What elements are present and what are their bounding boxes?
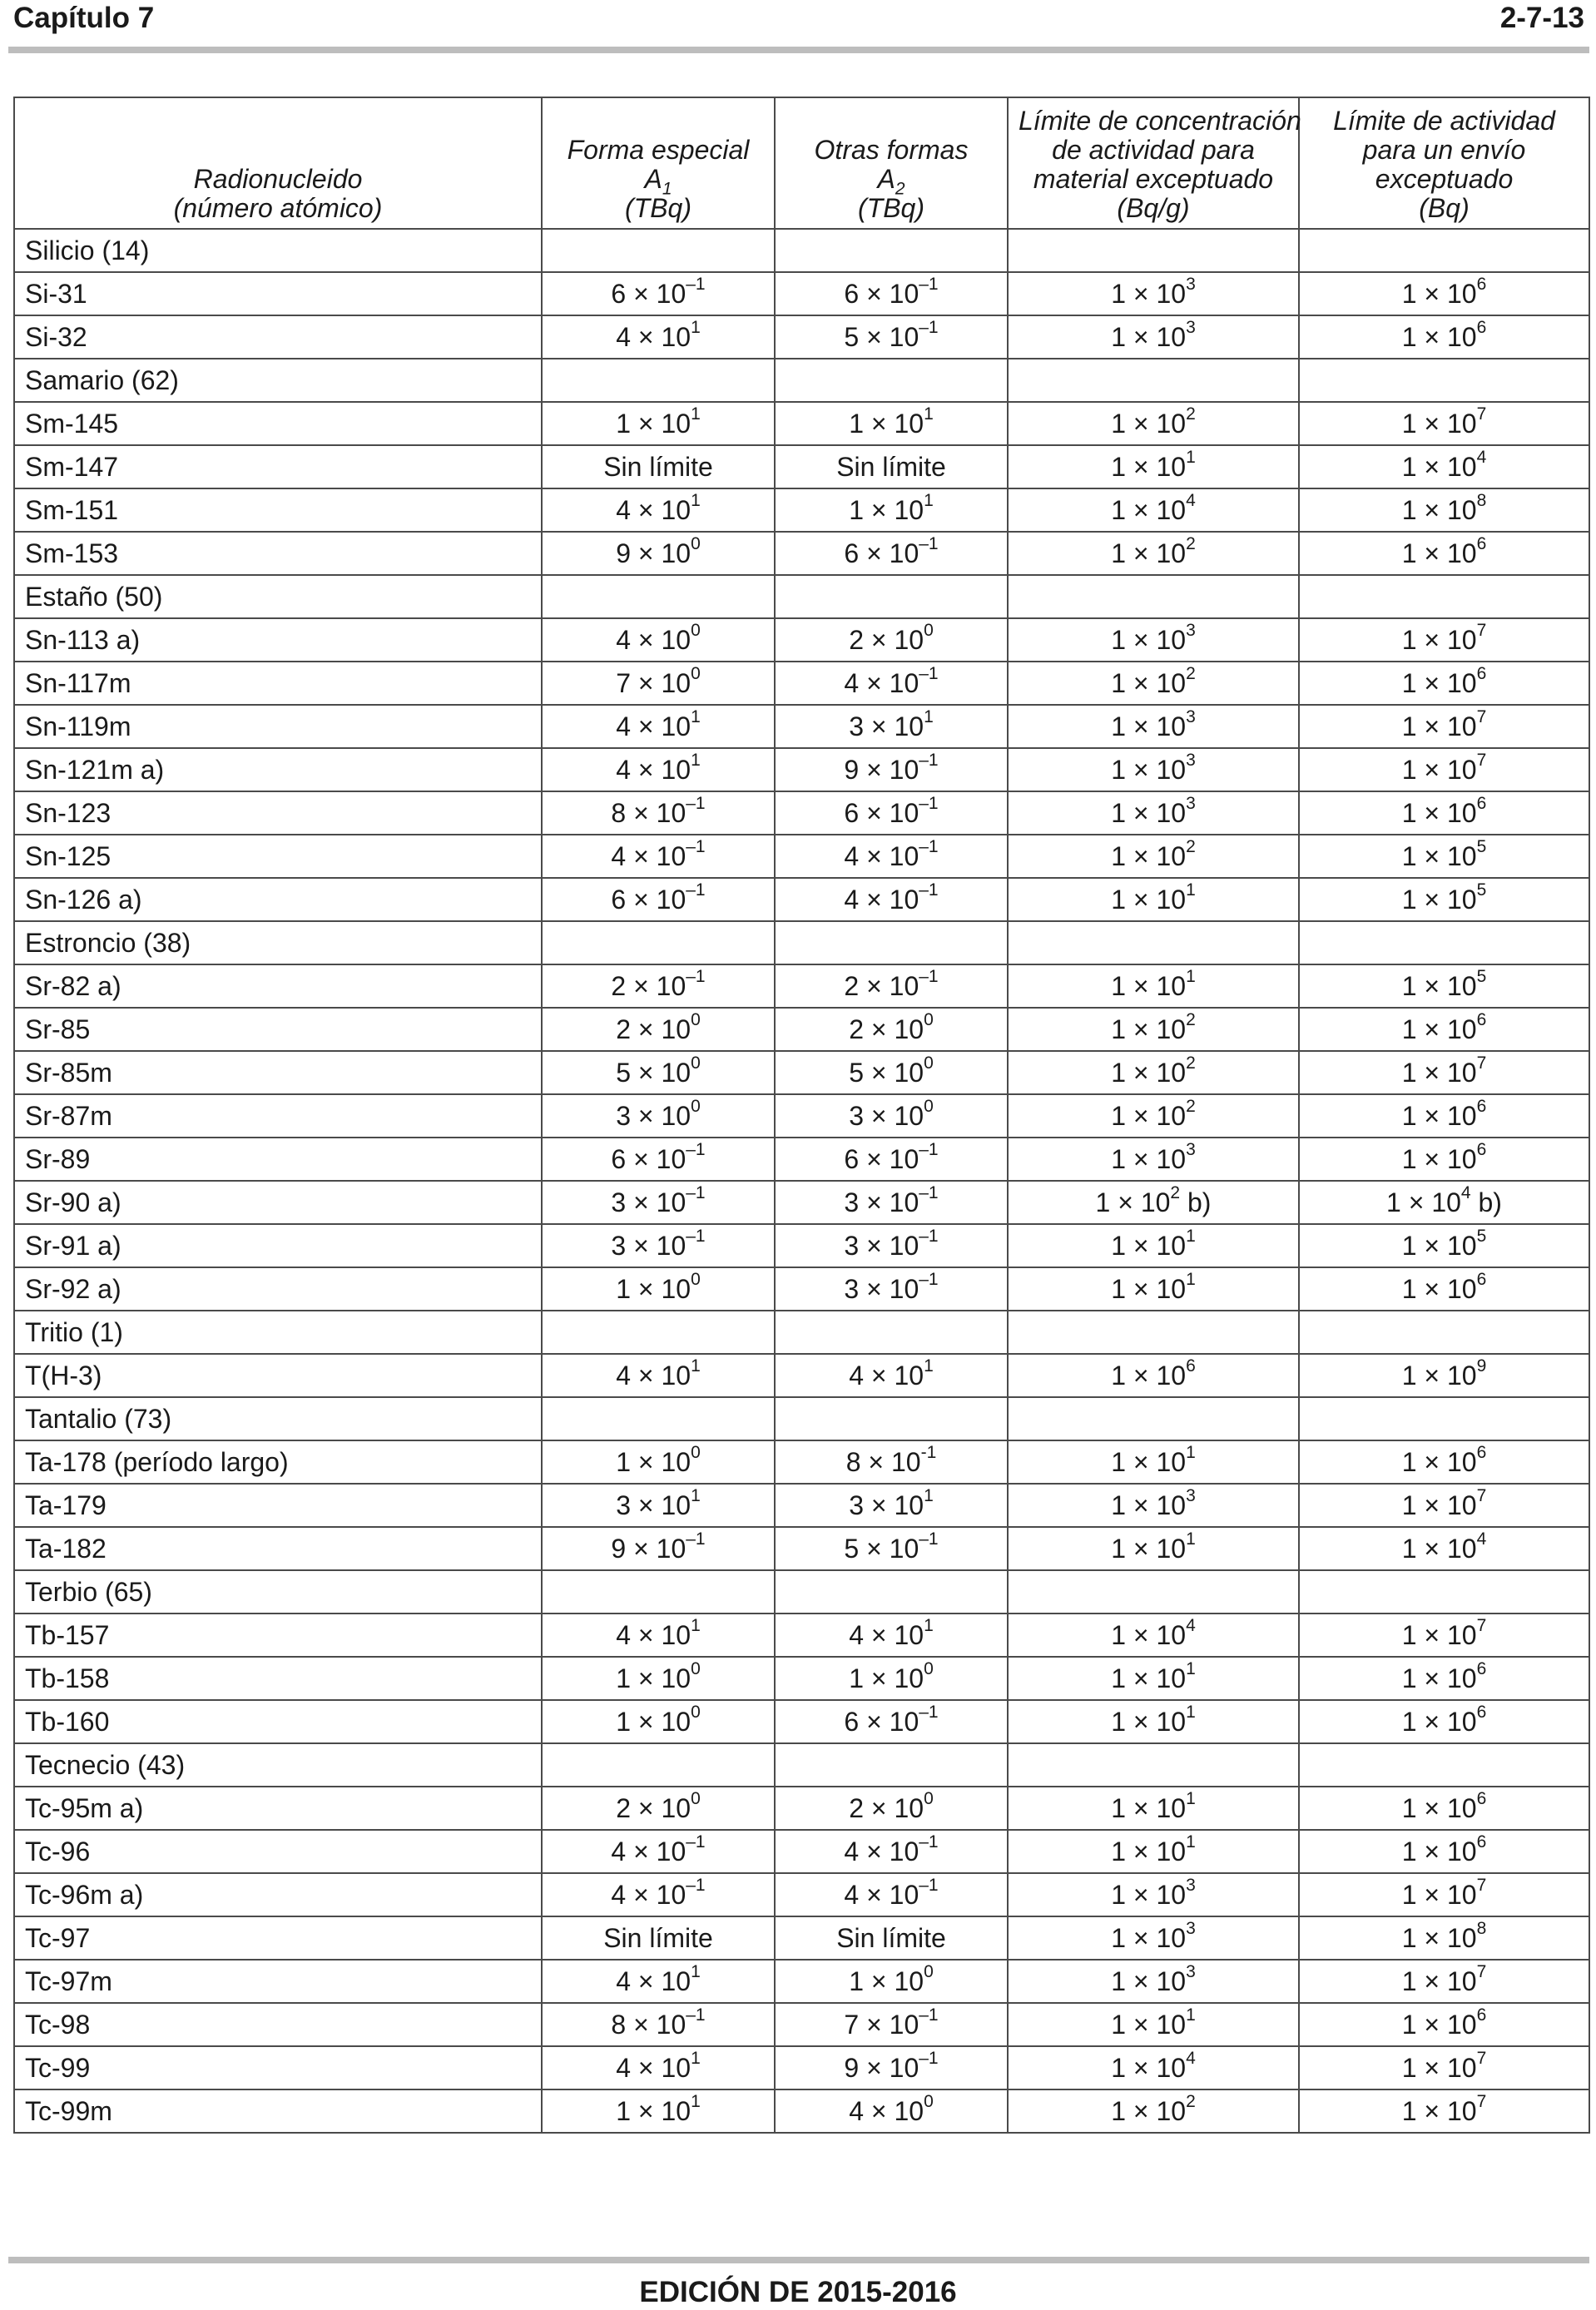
nuclide-name: Sr-85 <box>14 1008 542 1051</box>
table-row <box>14 2003 1589 2046</box>
consignment-limit-value: $1 \times 10^6$ <box>1299 1094 1589 1138</box>
a2-value: $4 \times 10^{-1}$ <box>775 662 1008 705</box>
consignment-limit-value: $1 \times 10^5$ <box>1299 878 1589 921</box>
a1-value: $4 \times 10^0$ <box>542 618 775 662</box>
concentration-limit-value: $1 \times 10^4$ <box>1008 488 1299 532</box>
empty-cell <box>1299 921 1589 964</box>
a2-value: $4 \times 10^1$ <box>775 1614 1008 1657</box>
a1-value: $4 \times 10^{-1}$ <box>542 835 775 878</box>
header-radionuclide <box>14 97 542 229</box>
nuclide-name: Tc-98 <box>14 2003 542 2046</box>
consignment-limit-value: $1 \times 10^4$ <box>1299 1527 1589 1570</box>
a1-value: $6 \times 10^{-1}$ <box>542 272 775 315</box>
empty-cell <box>542 575 775 618</box>
concentration-limit-value: $1 \times 10^1$ <box>1008 1787 1299 1830</box>
table-row <box>14 445 1589 488</box>
header-line: material exceptuado <box>1033 164 1274 194</box>
a2-value: $3 \times 10^{-1}$ <box>775 1224 1008 1267</box>
concentration-limit-value: $1 \times 10^2$ <box>1008 1008 1299 1051</box>
element-group-label: Tecnecio (43) <box>14 1743 542 1787</box>
concentration-limit-value: $1 \times 10^3$ <box>1008 1138 1299 1181</box>
header-line: $A_1$ <box>644 164 672 199</box>
table-row <box>14 532 1589 575</box>
radionuclide-table <box>13 97 1590 2134</box>
a1-value: $4 \times 10^1$ <box>542 2046 775 2089</box>
nuclide-name: Ta-182 <box>14 1527 542 1570</box>
table-row <box>14 1916 1589 1960</box>
table-header-row <box>14 97 1589 229</box>
nuclide-name: Tc-96m a) <box>14 1873 542 1916</box>
empty-cell <box>1299 359 1589 402</box>
header-line: (número atómico) <box>173 193 383 223</box>
concentration-limit-value: $1 \times 10^1$ <box>1008 1224 1299 1267</box>
table-row <box>14 272 1589 315</box>
a2-value: $4 \times 10^{-1}$ <box>775 1873 1008 1916</box>
consignment-limit-value: $1 \times 10^9$ <box>1299 1354 1589 1397</box>
consignment-limit-value: $1 \times 10^6$ <box>1299 532 1589 575</box>
consignment-limit-value: $1 \times 10^5$ <box>1299 1224 1589 1267</box>
a1-value: $1 \times 10^0$ <box>542 1440 775 1484</box>
nuclide-name: Tc-99m <box>14 2089 542 2133</box>
header-line: Límite de concentración <box>1019 106 1301 136</box>
a2-value: $2 \times 10^0$ <box>775 1787 1008 1830</box>
table-row <box>14 1181 1589 1224</box>
empty-cell <box>542 921 775 964</box>
nuclide-name: Tb-157 <box>14 1614 542 1657</box>
nuclide-name: Sm-151 <box>14 488 542 532</box>
a1-value: $4 \times 10^1$ <box>542 1960 775 2003</box>
table-row <box>14 1440 1589 1484</box>
concentration-limit-value: $1 \times 10^2$ <box>1008 532 1299 575</box>
concentration-limit-value: $1 \times 10^1$ <box>1008 1527 1299 1570</box>
a2-value: $8 \times 10^{-1}$ <box>775 1440 1008 1484</box>
consignment-limit-value: $1 \times 10^7$ <box>1299 1051 1589 1094</box>
nuclide-name: Sn-126 a) <box>14 878 542 921</box>
a2-value: $4 \times 10^{-1}$ <box>775 1830 1008 1873</box>
a1-value: $9 \times 10^{-1}$ <box>542 1527 775 1570</box>
consignment-limit-value: $1 \times 10^7$ <box>1299 402 1589 445</box>
a1-value: $8 \times 10^{-1}$ <box>542 2003 775 2046</box>
header-line: $A_2$ <box>877 164 905 199</box>
concentration-limit-value: $1 \times 10^3$ <box>1008 1916 1299 1960</box>
nuclide-name: Sr-82 a) <box>14 964 542 1008</box>
nuclide-name: Sr-90 a) <box>14 1181 542 1224</box>
a1-value: $4 \times 10^1$ <box>542 1354 775 1397</box>
table-row <box>14 2046 1589 2089</box>
table-row <box>14 835 1589 878</box>
nuclide-name: Si-31 <box>14 272 542 315</box>
footer-divider <box>8 2257 1589 2263</box>
empty-cell <box>542 229 775 272</box>
consignment-limit-value: $1 \times 10^5$ <box>1299 835 1589 878</box>
element-group-label: Tantalio (73) <box>14 1397 542 1440</box>
a2-value: $3 \times 10^{-1}$ <box>775 1181 1008 1224</box>
empty-cell <box>775 575 1008 618</box>
group-row <box>14 229 1589 272</box>
empty-cell <box>542 1397 775 1440</box>
a2-value: $7 \times 10^{-1}$ <box>775 2003 1008 2046</box>
consignment-limit-value: $1 \times 10^7$ <box>1299 1873 1589 1916</box>
table-row <box>14 618 1589 662</box>
element-group-label: Terbio (65) <box>14 1570 542 1614</box>
header-line: Límite de actividad <box>1333 106 1555 136</box>
empty-cell <box>1299 575 1589 618</box>
empty-cell <box>1008 1570 1299 1614</box>
a1-value: $1 \times 10^1$ <box>542 2089 775 2133</box>
table-row <box>14 1267 1589 1311</box>
table-row <box>14 1960 1589 2003</box>
header-consignment-limit <box>1299 97 1589 229</box>
a2-value: $4 \times 10^{-1}$ <box>775 878 1008 921</box>
edition-footer: EDICIÓN DE 2015-2016 <box>639 2276 957 2308</box>
nuclide-name: Sm-147 <box>14 445 542 488</box>
consignment-limit-value: $1 \times 10^7$ <box>1299 2046 1589 2089</box>
empty-cell <box>542 1743 775 1787</box>
header-line: para un envío <box>1362 135 1526 165</box>
table-row <box>14 1830 1589 1873</box>
table-row <box>14 488 1589 532</box>
nuclide-name: Sr-89 <box>14 1138 542 1181</box>
a2-value: $5 \times 10^{-1}$ <box>775 1527 1008 1570</box>
a1-value: $7 \times 10^0$ <box>542 662 775 705</box>
a2-value: $3 \times 10^0$ <box>775 1094 1008 1138</box>
nuclide-name: Sr-92 a) <box>14 1267 542 1311</box>
concentration-limit-value: $1 \times 10^2$ <box>1008 662 1299 705</box>
consignment-limit-value: $1 \times 10^6$ <box>1299 1830 1589 1873</box>
a2-value: Sin límite <box>775 1916 1008 1960</box>
table-row <box>14 964 1589 1008</box>
a1-value: $8 \times 10^{-1}$ <box>542 791 775 835</box>
concentration-limit-value: $1 \times 10^4$ <box>1008 2046 1299 2089</box>
empty-cell <box>775 1311 1008 1354</box>
empty-cell <box>542 1311 775 1354</box>
consignment-limit-value: $1 \times 10^7$ <box>1299 618 1589 662</box>
nuclide-name: Sm-153 <box>14 532 542 575</box>
concentration-limit-value: $1 \times 10^3$ <box>1008 315 1299 359</box>
page-number: 2-7-13 <box>1499 2 1584 34</box>
header-other-forms-a2 <box>775 97 1008 229</box>
concentration-limit-value: $1 \times 10^2$ <box>1008 2089 1299 2133</box>
concentration-limit-value: $1 \times 10^3$ <box>1008 791 1299 835</box>
empty-cell <box>1008 1743 1299 1787</box>
table-row <box>14 1224 1589 1267</box>
table-row <box>14 402 1589 445</box>
a1-value: $4 \times 10^{-1}$ <box>542 1830 775 1873</box>
table-row <box>14 748 1589 791</box>
a2-value: Sin límite <box>775 445 1008 488</box>
a1-value: $6 \times 10^{-1}$ <box>542 1138 775 1181</box>
a1-value: $1 \times 10^0$ <box>542 1700 775 1743</box>
a2-value: $2 \times 10^0$ <box>775 1008 1008 1051</box>
a2-value: $9 \times 10^{-1}$ <box>775 748 1008 791</box>
table-row <box>14 662 1589 705</box>
empty-cell <box>1299 1570 1589 1614</box>
concentration-limit-value: $1 \times 10^6$ <box>1008 1354 1299 1397</box>
a2-value: $6 \times 10^{-1}$ <box>775 1700 1008 1743</box>
empty-cell <box>775 1743 1008 1787</box>
concentration-limit-value: $1 \times 10^1$ <box>1008 964 1299 1008</box>
consignment-limit-value: $1 \times 10^6$ <box>1299 662 1589 705</box>
consignment-limit-value: $1 \times 10^7$ <box>1299 2089 1589 2133</box>
concentration-limit-value: $1 \times 10^4$ <box>1008 1614 1299 1657</box>
nuclide-name: Sn-125 <box>14 835 542 878</box>
a2-value: $6 \times 10^{-1}$ <box>775 791 1008 835</box>
table-row <box>14 1614 1589 1657</box>
nuclide-name: Sr-85m <box>14 1051 542 1094</box>
consignment-limit-value: $1 \times 10^8$ <box>1299 488 1589 532</box>
a1-value: $9 \times 10^0$ <box>542 532 775 575</box>
table-row <box>14 1873 1589 1916</box>
a1-value: $6 \times 10^{-1}$ <box>542 878 775 921</box>
consignment-limit-value: $1 \times 10^7$ <box>1299 1960 1589 2003</box>
table-row <box>14 1787 1589 1830</box>
a1-value: Sin límite <box>542 445 775 488</box>
nuclide-name: Sm-145 <box>14 402 542 445</box>
a1-value: $1 \times 10^1$ <box>542 402 775 445</box>
concentration-limit-value: $1 \times 10^3$ <box>1008 748 1299 791</box>
consignment-limit-value: $1 \times 10^6$ <box>1299 1138 1589 1181</box>
empty-cell <box>1008 575 1299 618</box>
consignment-limit-value: $1 \times 10^6$ <box>1299 315 1589 359</box>
page-header <box>0 0 1596 33</box>
empty-cell <box>775 359 1008 402</box>
concentration-limit-value: $1 \times 10^2$ <box>1008 1051 1299 1094</box>
concentration-limit-value: $1 \times 10^2$ <box>1008 1094 1299 1138</box>
empty-cell <box>775 229 1008 272</box>
a1-value: $1 \times 10^0$ <box>542 1267 775 1311</box>
table-row <box>14 1484 1589 1527</box>
chapter-title: Capítulo 7 <box>13 2 155 34</box>
concentration-limit-value: $1 \times 10^1$ <box>1008 1830 1299 1873</box>
concentration-limit-value: $1 \times 10^1$ <box>1008 878 1299 921</box>
concentration-limit-value: $1 \times 10^2$ <box>1008 402 1299 445</box>
concentration-limit-value: $1 \times 10^2$ b) <box>1008 1181 1299 1224</box>
concentration-limit-value: $1 \times 10^3$ <box>1008 1960 1299 2003</box>
consignment-limit-value: $1 \times 10^6$ <box>1299 1700 1589 1743</box>
header-line: (TBq) <box>858 193 924 223</box>
header-line: (TBq) <box>625 193 691 223</box>
nuclide-name: Tc-97 <box>14 1916 542 1960</box>
group-row <box>14 1397 1589 1440</box>
group-row <box>14 1570 1589 1614</box>
consignment-limit-value: $1 \times 10^6$ <box>1299 1657 1589 1700</box>
nuclide-name: Ta-179 <box>14 1484 542 1527</box>
a2-value: $3 \times 10^1$ <box>775 1484 1008 1527</box>
nuclide-name: Sn-123 <box>14 791 542 835</box>
a1-value: $4 \times 10^1$ <box>542 748 775 791</box>
table-row <box>14 878 1589 921</box>
header-line: Otras formas <box>814 135 969 165</box>
concentration-limit-value: $1 \times 10^3$ <box>1008 1484 1299 1527</box>
concentration-limit-value: $1 \times 10^1$ <box>1008 1700 1299 1743</box>
a2-value: $6 \times 10^{-1}$ <box>775 532 1008 575</box>
table-row <box>14 2089 1589 2133</box>
a2-value: $4 \times 10^1$ <box>775 1354 1008 1397</box>
a1-value: $4 \times 10^1$ <box>542 315 775 359</box>
a1-value: $3 \times 10^{-1}$ <box>542 1181 775 1224</box>
nuclide-name: Sn-113 a) <box>14 618 542 662</box>
a1-value: $3 \times 10^{-1}$ <box>542 1224 775 1267</box>
table-row <box>14 1700 1589 1743</box>
header-line: (Bq) <box>1419 193 1470 223</box>
empty-cell <box>542 359 775 402</box>
a2-value: $1 \times 10^0$ <box>775 1657 1008 1700</box>
nuclide-name: T(H-3) <box>14 1354 542 1397</box>
consignment-limit-value: $1 \times 10^6$ <box>1299 1008 1589 1051</box>
empty-cell <box>1008 921 1299 964</box>
empty-cell <box>1299 229 1589 272</box>
consignment-limit-value: $1 \times 10^6$ <box>1299 272 1589 315</box>
header-line: Radionucleido <box>193 164 363 194</box>
a2-value: $1 \times 10^1$ <box>775 488 1008 532</box>
concentration-limit-value: $1 \times 10^1$ <box>1008 445 1299 488</box>
a2-value: $1 \times 10^0$ <box>775 1960 1008 2003</box>
table-row <box>14 1657 1589 1700</box>
table-row <box>14 315 1589 359</box>
a2-value: $3 \times 10^{-1}$ <box>775 1267 1008 1311</box>
table-row <box>14 705 1589 748</box>
group-row <box>14 359 1589 402</box>
nuclide-name: Si-32 <box>14 315 542 359</box>
concentration-limit-value: $1 \times 10^1$ <box>1008 2003 1299 2046</box>
consignment-limit-value: $1 \times 10^7$ <box>1299 1484 1589 1527</box>
table-row <box>14 1051 1589 1094</box>
empty-cell <box>542 1570 775 1614</box>
empty-cell <box>1299 1397 1589 1440</box>
a1-value: $2 \times 10^{-1}$ <box>542 964 775 1008</box>
concentration-limit-value: $1 \times 10^1$ <box>1008 1657 1299 1700</box>
nuclide-name: Tb-160 <box>14 1700 542 1743</box>
consignment-limit-value: $1 \times 10^6$ <box>1299 2003 1589 2046</box>
nuclide-name: Tc-99 <box>14 2046 542 2089</box>
empty-cell <box>1008 1397 1299 1440</box>
consignment-limit-value: $1 \times 10^8$ <box>1299 1916 1589 1960</box>
a2-value: $9 \times 10^{-1}$ <box>775 2046 1008 2089</box>
a2-value: $5 \times 10^0$ <box>775 1051 1008 1094</box>
concentration-limit-value: $1 \times 10^1$ <box>1008 1440 1299 1484</box>
table-row <box>14 1527 1589 1570</box>
consignment-limit-value: $1 \times 10^6$ <box>1299 1440 1589 1484</box>
table-row <box>14 1008 1589 1051</box>
a2-value: $4 \times 10^0$ <box>775 2089 1008 2133</box>
a1-value: Sin límite <box>542 1916 775 1960</box>
concentration-limit-value: $1 \times 10^3$ <box>1008 618 1299 662</box>
nuclide-name: Tc-96 <box>14 1830 542 1873</box>
a2-value: $5 \times 10^{-1}$ <box>775 315 1008 359</box>
concentration-limit-value: $1 \times 10^3$ <box>1008 272 1299 315</box>
concentration-limit-value: $1 \times 10^3$ <box>1008 1873 1299 1916</box>
a2-value: $1 \times 10^1$ <box>775 402 1008 445</box>
header-divider <box>8 47 1589 53</box>
a1-value: $4 \times 10^1$ <box>542 488 775 532</box>
consignment-limit-value: $1 \times 10^7$ <box>1299 1614 1589 1657</box>
header-line: (Bq/g) <box>1117 193 1190 223</box>
table-row <box>14 1094 1589 1138</box>
a2-value: $2 \times 10^0$ <box>775 618 1008 662</box>
nuclide-name: Sr-91 a) <box>14 1224 542 1267</box>
nuclide-name: Tb-158 <box>14 1657 542 1700</box>
nuclide-name: Tc-97m <box>14 1960 542 2003</box>
consignment-limit-value: $1 \times 10^6$ <box>1299 791 1589 835</box>
consignment-limit-value: $1 \times 10^5$ <box>1299 964 1589 1008</box>
header-concentration-limit <box>1008 97 1299 229</box>
a2-value: $4 \times 10^{-1}$ <box>775 835 1008 878</box>
a1-value: $2 \times 10^0$ <box>542 1008 775 1051</box>
table-row <box>14 791 1589 835</box>
group-row <box>14 921 1589 964</box>
element-group-label: Estroncio (38) <box>14 921 542 964</box>
nuclide-name: Sn-121m a) <box>14 748 542 791</box>
empty-cell <box>1299 1311 1589 1354</box>
consignment-limit-value: $1 \times 10^7$ <box>1299 705 1589 748</box>
empty-cell <box>1008 229 1299 272</box>
a1-value: $3 \times 10^1$ <box>542 1484 775 1527</box>
consignment-limit-value: $1 \times 10^4$ <box>1299 445 1589 488</box>
nuclide-name: Sn-119m <box>14 705 542 748</box>
table-row <box>14 1354 1589 1397</box>
empty-cell <box>1299 1743 1589 1787</box>
header-line: Forma especial <box>567 135 750 165</box>
element-group-label: Silicio (14) <box>14 229 542 272</box>
consignment-limit-value: $1 \times 10^6$ <box>1299 1267 1589 1311</box>
consignment-limit-value: $1 \times 10^4$ b) <box>1299 1181 1589 1224</box>
concentration-limit-value: $1 \times 10^2$ <box>1008 835 1299 878</box>
nuclide-name: Ta-178 (período largo) <box>14 1440 542 1484</box>
nuclide-name: Tc-95m a) <box>14 1787 542 1830</box>
nuclide-name: Sn-117m <box>14 662 542 705</box>
table-row <box>14 1138 1589 1181</box>
header-special-form-a1 <box>542 97 775 229</box>
group-row <box>14 1743 1589 1787</box>
table-body <box>14 229 1589 2133</box>
header-line: exceptuado <box>1375 164 1514 194</box>
a2-value: $6 \times 10^{-1}$ <box>775 272 1008 315</box>
a1-value: $3 \times 10^0$ <box>542 1094 775 1138</box>
a2-value: $2 \times 10^{-1}$ <box>775 964 1008 1008</box>
a1-value: $4 \times 10^1$ <box>542 705 775 748</box>
a2-value: $6 \times 10^{-1}$ <box>775 1138 1008 1181</box>
a1-value: $2 \times 10^0$ <box>542 1787 775 1830</box>
element-group-label: Tritio (1) <box>14 1311 542 1354</box>
element-group-label: Estaño (50) <box>14 575 542 618</box>
a1-value: $4 \times 10^1$ <box>542 1614 775 1657</box>
a1-value: $1 \times 10^0$ <box>542 1657 775 1700</box>
element-group-label: Samario (62) <box>14 359 542 402</box>
group-row <box>14 575 1589 618</box>
a1-value: $4 \times 10^{-1}$ <box>542 1873 775 1916</box>
empty-cell <box>1008 359 1299 402</box>
empty-cell <box>775 1570 1008 1614</box>
header-line: de actividad para <box>1052 135 1255 165</box>
empty-cell <box>775 921 1008 964</box>
empty-cell <box>775 1397 1008 1440</box>
group-row <box>14 1311 1589 1354</box>
nuclide-name: Sr-87m <box>14 1094 542 1138</box>
concentration-limit-value: $1 \times 10^1$ <box>1008 1267 1299 1311</box>
concentration-limit-value: $1 \times 10^3$ <box>1008 705 1299 748</box>
a2-value: $3 \times 10^1$ <box>775 705 1008 748</box>
empty-cell <box>1008 1311 1299 1354</box>
consignment-limit-value: $1 \times 10^6$ <box>1299 1787 1589 1830</box>
a1-value: $5 \times 10^0$ <box>542 1051 775 1094</box>
consignment-limit-value: $1 \times 10^7$ <box>1299 748 1589 791</box>
